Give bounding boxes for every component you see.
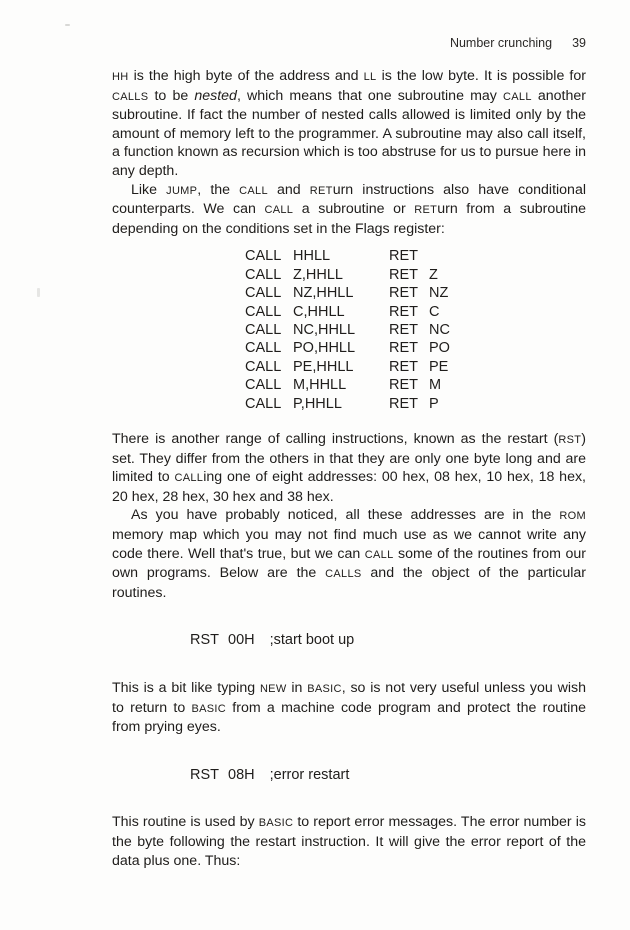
text-run: Like <box>131 181 167 198</box>
paragraph-error-restart <box>112 813 586 870</box>
ret-operand: NZ <box>429 285 449 302</box>
call-mnemonic: CALL <box>245 377 282 394</box>
paragraph-rom-addresses <box>112 506 586 602</box>
ret-mnemonic: RET <box>389 377 418 394</box>
text-run: a subroutine or <box>293 201 415 218</box>
ret-operand: M <box>429 377 442 394</box>
code-comment: ;start boot up <box>269 632 355 649</box>
text-run: HH <box>112 71 129 83</box>
call-mnemonic: CALL <box>245 340 282 357</box>
call-cell <box>245 321 389 339</box>
page-number: 39 <box>572 36 586 50</box>
text-run: This routine is used by <box>112 814 259 831</box>
call-operand: M,HHLL <box>293 377 347 394</box>
call-operand: Z,HHLL <box>293 266 343 283</box>
text-run: CALL <box>174 472 204 485</box>
call-mnemonic: CALL <box>245 285 282 302</box>
call-ret-row <box>245 358 586 376</box>
ret-operand: P <box>429 395 439 412</box>
call-cell <box>245 284 389 302</box>
text-run: ing one of eight addresses: 00 hex, 08 hex, 10 hex, 18 hex, 20 hex, 28 hex, 30 hex and 38 hex. <box>112 469 586 505</box>
text-run: BASIC <box>191 702 227 715</box>
call-operand: NZ,HHLL <box>293 285 354 302</box>
call-ret-row <box>245 376 586 394</box>
ret-cell <box>389 303 439 321</box>
section-title: Number crunching <box>449 36 553 50</box>
call-operand: NC,HHLL <box>293 321 356 338</box>
call-cell <box>245 303 389 321</box>
text-run: ROM <box>559 510 586 523</box>
ret-operand: NC <box>429 321 450 338</box>
text-run: and the object of the particular routines. <box>112 565 586 601</box>
call-operand: HHLL <box>293 248 331 265</box>
ret-cell <box>389 358 448 376</box>
call-ret-row <box>245 303 586 321</box>
text-run: , so is not very useful unless you wish to return to <box>112 679 586 716</box>
text-run: CALLS <box>325 568 362 581</box>
page-content <box>112 36 586 870</box>
call-operand: C,HHLL <box>293 303 345 320</box>
call-cell <box>245 247 389 265</box>
call-ret-row <box>245 395 586 413</box>
ret-mnemonic: RET <box>389 395 418 412</box>
ret-mnemonic: RET <box>389 266 418 283</box>
ret-mnemonic: RET <box>389 321 418 338</box>
ret-cell <box>389 339 450 357</box>
ret-cell <box>389 247 429 265</box>
call-ret-row <box>245 266 586 284</box>
text-run: CALL <box>239 184 268 197</box>
text-run: some of the routines from our own programs. Below are the <box>112 545 586 582</box>
text-run: CALL <box>264 204 294 217</box>
text-run: LL <box>363 71 377 83</box>
code-arg: 08H <box>228 766 255 783</box>
text-run: NEW <box>259 682 287 695</box>
paragraph-hh-ll-intro <box>112 67 586 181</box>
code-op: RST <box>190 632 219 649</box>
call-mnemonic: CALL <box>245 303 282 320</box>
ret-cell <box>389 395 439 413</box>
ret-cell <box>389 266 438 284</box>
text-run: to be <box>148 87 195 104</box>
ret-operand: PO <box>429 340 450 357</box>
call-mnemonic: CALL <box>245 266 282 283</box>
text-run: , which means that one subroutine may <box>236 87 504 104</box>
ret-mnemonic: RET <box>389 285 418 302</box>
text-run: and <box>267 181 310 198</box>
call-mnemonic: CALL <box>245 395 282 412</box>
ret-mnemonic: RET <box>389 358 418 375</box>
text-run: RST <box>558 434 582 446</box>
text-run: memory map which you may not find much use as we cannot write any code there. Well that's true, but we can <box>112 526 586 562</box>
text-run: CALL <box>364 548 394 561</box>
call-mnemonic: CALL <box>245 321 282 338</box>
call-mnemonic: CALL <box>245 358 282 375</box>
scan-artifact <box>65 24 70 26</box>
call-cell <box>245 339 389 357</box>
text-run: to report error messages. The error number is the byte following the restart instruction. It will give the error report of the data plus one. Thus: <box>112 814 586 869</box>
text-run: BASIC <box>258 817 294 830</box>
call-cell <box>245 358 389 376</box>
text-run: RET <box>309 184 333 197</box>
call-ret-table <box>245 247 586 413</box>
text-run: JUMP <box>166 184 198 197</box>
text-run: is the high byte of the address and <box>128 68 364 84</box>
paragraph-new-basic <box>112 679 586 737</box>
text-run: There is another range of calling instructions, known as the restart ( <box>112 431 559 447</box>
call-ret-row <box>245 284 586 302</box>
code-line-rst-08h <box>190 766 586 785</box>
ret-mnemonic: RET <box>389 248 418 265</box>
text-run: is the low byte. It is possible for <box>376 68 586 84</box>
ret-mnemonic: RET <box>389 303 418 320</box>
text-run: urn from a subroutine depending on the conditions set in the Flags register: <box>112 201 586 237</box>
text-run: in <box>286 679 308 696</box>
text-run: CALLS <box>112 90 149 103</box>
text-run: RET <box>414 204 438 217</box>
text-run: This is a bit like typing <box>112 679 260 696</box>
call-mnemonic: CALL <box>245 248 282 265</box>
call-operand: PE,HHLL <box>293 358 354 375</box>
text-run: urn instructions also have conditional counterparts. We can <box>112 181 586 218</box>
code-arg: 00H <box>228 632 255 649</box>
call-operand: P,HHLL <box>293 395 342 412</box>
ret-operand: C <box>429 303 440 320</box>
ret-cell <box>389 321 450 339</box>
call-ret-row <box>245 247 586 265</box>
text-run: another subroutine. If fact the number of nested calls allowed is limited only by the amount of memory left to the programmer. A subroutine may also call itself, a function known as recursion which is too abstruse for us to pursue here in any depth. <box>112 87 586 179</box>
text-run: As you have probably noticed, all these addresses are in the <box>131 507 560 524</box>
ret-mnemonic: RET <box>389 340 418 357</box>
call-cell <box>245 266 389 284</box>
call-cell <box>245 395 389 413</box>
scan-artifact <box>37 288 40 297</box>
call-ret-row <box>245 339 586 357</box>
ret-operand: PE <box>429 358 449 375</box>
text-run: CALL <box>503 90 532 103</box>
text-run: ) set. They differ from the others in that they are only one byte long and are limited to <box>112 431 586 486</box>
text-run: , the <box>197 181 240 198</box>
call-ret-row <box>245 321 586 339</box>
paragraph-restart-set <box>112 430 586 506</box>
ret-cell <box>389 376 441 394</box>
code-op: RST <box>190 766 219 783</box>
ret-operand: Z <box>429 266 438 283</box>
code-comment: ;error restart <box>269 766 350 783</box>
call-operand: PO,HHLL <box>293 340 356 357</box>
running-header <box>112 36 586 50</box>
ret-cell <box>389 284 448 302</box>
text-run: BASIC <box>307 682 342 695</box>
code-line-rst-00h <box>190 631 586 650</box>
paragraph-conditional-calls <box>112 181 586 239</box>
call-cell <box>245 376 389 394</box>
text-run: from a machine code program and protect the routine from prying eyes. <box>112 699 586 736</box>
text-run: nested <box>194 87 237 104</box>
